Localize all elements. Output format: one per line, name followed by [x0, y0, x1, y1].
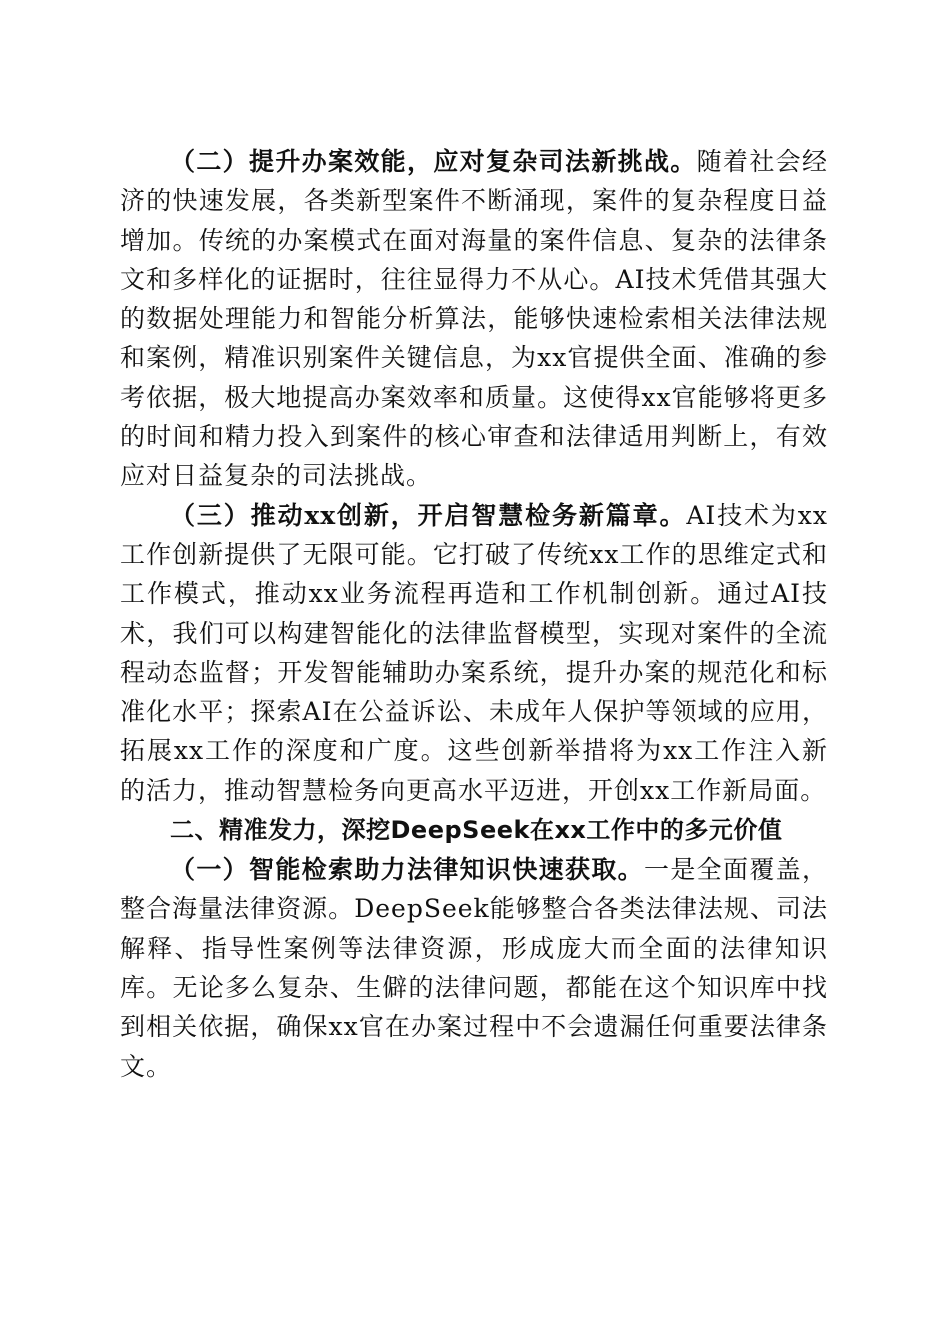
paragraph-lead: （三）推动xx创新，开启智慧检务新篇章。	[170, 500, 687, 530]
section-heading: 二、精准发力，深挖DeepSeek在xx工作中的多元价值	[170, 816, 783, 845]
paragraph-text: AI技术为xx工作创新提供了无限可能。它打破了传统xx工作的思维定式和工作模式，推动xx业务流程再造和工作机制创新。通过AI技术，我们可以构建智能化的法律监督模型，实现对案件的全流程动态监督；开发智能辅助办案系统，提升办案的规范化和标准化水平；探索AI在公益诉讼、未成年人保护等领域的应用，拓展xx工作的深度和广度。这些创新举措将为xx工作注入新的活力，推动智慧检务向更高水平迈进，开创xx工作新局面。	[120, 500, 828, 805]
paragraph-lead: （二）提升办案效能，应对复杂司法新挑战。	[170, 147, 697, 176]
paragraph-lead: （一）智能检索助力法律知识快速获取。	[170, 855, 644, 885]
paragraph-section-3	[120, 496, 828, 810]
paragraph-section-2	[120, 142, 828, 496]
paragraph-text: 一是全面覆盖，整合海量法律资源。DeepSeek能够整合各类法律法规、司法解释、指导性案例等法律资源，形成庞大而全面的法律知识库。无论多么复杂、生僻的法律问题，都能在这个知识库中找到相关依据，确保xx官在办案过程中不会遗漏任何重要法律条文。	[120, 855, 828, 1081]
paragraph-text: 随着社会经济的快速发展，各类新型案件不断涌现，案件的复杂程度日益增加。传统的办案模式在面对海量的案件信息、复杂的法律条文和多样化的证据时，往往显得力不从心。AI技术凭借其强大的数据处理能力和智能分析算法，能够快速检索相关法律法规和案例，精准识别案件关键信息，为xx官提供全面、准确的参考依据，极大地提高办案效率和质量。这使得xx官能够将更多的时间和精力投入到案件的核心审查和法律适用判断上，有效应对日益复杂的司法挑战。	[120, 147, 828, 491]
paragraph-subsection-1	[120, 850, 828, 1086]
document-body	[120, 142, 828, 1086]
